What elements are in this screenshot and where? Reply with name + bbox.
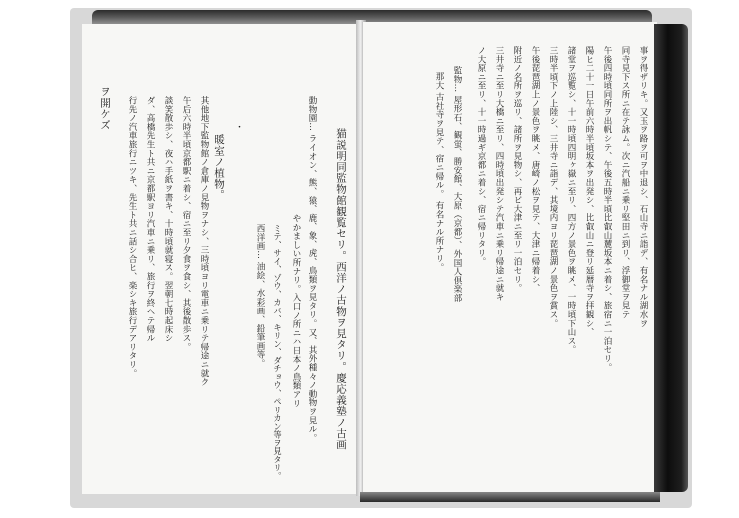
left-col-3: やかましい所ナリ。入口ノ所ニハ日本ノ鳥類アリ <box>291 214 301 408</box>
left-col-8: 其他地下監物館ノ倉庫ノ見物ヲナシ、三時頃ヨリ電車ニ乗リテ帰途ニ就ク <box>199 96 209 387</box>
right-col-12: 那大 古社寺ヲ見テ、宿ニ帰ル。 有名ナル所ナリ。 <box>434 72 444 272</box>
right-col-5: 諸堂ヲ巡覧シ、十一時頃四明ヶ嶽ニ至リ、四方ノ景色ヲ眺メ、一時頃下山ス。 <box>566 46 576 354</box>
book-spine <box>654 24 688 492</box>
left-col-bullet: ・ <box>233 122 243 132</box>
left-col-12: 行先ノ汽車旅行ニツキ、先生ト共ニ話シ合ヒ、楽シキ旅行デアリタリ。 <box>127 96 137 378</box>
right-col-6: 三時半頃下ノ上陸シ、三井寺ニ詣デ、其境内ヨリ琵琶湖ノ景色ヲ賞ス。 <box>548 46 558 328</box>
right-col-9: 三井寺ニ至リ大橋ニ至リ、四時頃出発シテ汽車ニ乗リ帰途ニ就キ <box>494 46 504 302</box>
left-col-2: 動物園… ライオン、熊、猿、鹿、象、虎、鳥類ヲ見タリ。又、其外種々ノ動物ヲ見ル。 <box>307 96 317 443</box>
left-col-11: ダ、高橋先生ト共ニ京都駅ヨリ汽車ニ乗リ、旅行ヲ終ヘテ帰ル <box>145 96 155 343</box>
book-bottom-edge <box>360 492 660 502</box>
right-col-8: 附近ノ名所ヲ巡リ、諸所ヲ見物シ、再ビ大津ニ至リ一泊セリ。 <box>512 46 522 293</box>
right-col-1: 事ヲ得ザリキ。又玉ヲ路ヲ可ヲ中退シ、石山寺ニ詣デ、有名ナル湖水ヲ <box>638 46 648 328</box>
left-col-1: 猫説明同監物館観覧セリ。西洋ノ古物ヲ見タリ。慶応義塾ノ古画 <box>335 128 347 450</box>
right-col-3: 午後四時頃同所ヲ出帆シテ、午後五時半頃比叡山麓坂本ニ着シ、旅宿ニ一泊セリ。 <box>602 46 612 372</box>
right-col-2: 同寺見下ス所ニ在テ詠ム。次ニ汽船ニ乗リ堅田ニ到リ、浮御堂ヲ見テ <box>620 46 630 319</box>
left-col-5: 西洋画… 油絵、水彩画、鉛筆画等。 <box>255 224 265 368</box>
right-page <box>362 22 657 494</box>
left-page <box>82 24 361 494</box>
right-col-10: ノ大原ニ至リ、十一時過ギ京都ニ着シ、宿ニ帰リタリ。 <box>476 46 486 266</box>
left-col-9: 午后六時半頃京都駅ニ着シ、宿ニ至リ夕食ヲ食シ、其後散歩ス。 <box>181 96 191 352</box>
right-col-11: 監物… 屋形石、観蛍、勝安館、大原（京都）、外国人倶楽部 <box>452 66 462 303</box>
left-col-10: 談笑散歩シ、夜ハ手紙ヲ書キ、十時頃就寝ス。翌朝七時起床シ <box>163 96 173 343</box>
right-col-7: 午後琵琶湖上ノ景色ヲ眺メ、唐崎ノ松ヲ見テ、大津ニ帰着シ、 <box>530 46 540 293</box>
left-col-13: ヲ開ケズ <box>99 86 111 131</box>
left-col-4: ミテ、サイ、ゾウ、カバ、キリン、ダチョウ、ペリカン等ヲ見タリ。 <box>273 224 283 480</box>
left-col-7: 暖室ノ植物。 <box>213 134 225 201</box>
right-col-4: 陽ヒ二十一日午前六時半頃坂本ヲ出発シ、比叡山ニ登リ延暦寺ヲ拝観シ、 <box>584 46 594 337</box>
